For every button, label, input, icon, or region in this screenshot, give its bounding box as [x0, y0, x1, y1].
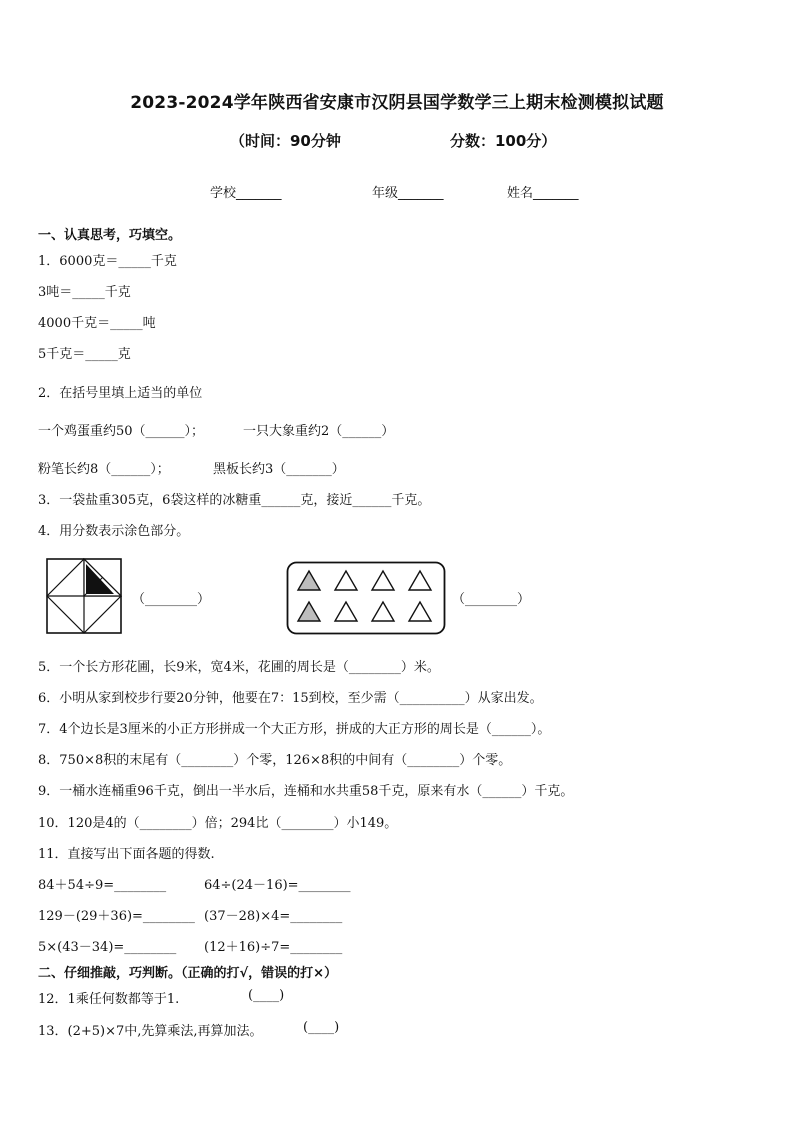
square-figure [46, 558, 122, 634]
q4-answer-blank-1: （________） [132, 592, 211, 607]
q1-line-3: 4000千克＝_____吨 [38, 316, 156, 331]
section-1-heading: 一、认真思考，巧填空。 [38, 228, 182, 243]
q1-line-2: 3吨＝_____千克 [38, 285, 131, 300]
q12-blank: (____) [248, 988, 285, 1003]
grade-field: 年级_______ [372, 186, 444, 201]
calc-item: 5×(43－34)=________ [38, 940, 177, 955]
q2-title: 2．在括号里填上适当的单位 [38, 386, 203, 401]
q4-answer-blank-2: （________） [452, 592, 531, 607]
calc-item: 84＋54÷9=________ [38, 878, 167, 893]
q9: 9．一桶水连桶重96千克，倒出一半水后，连桶和水共重58千克，原来有水（______）千克。 [38, 784, 574, 799]
q13: 13．(2+5)×7中,先算乘法,再算加法。 [38, 1024, 263, 1039]
q12: 12．1乘任何数都等于1. [38, 992, 180, 1007]
q2-blackboard: 黑板长约3（_______） [213, 462, 345, 477]
q2-chalk: 粉笔长约8（______）； [38, 462, 170, 477]
q1-line-4: 5千克＝_____克 [38, 347, 131, 362]
q2-egg: 一个鸡蛋重约50（______）； [38, 424, 205, 439]
q4: 4．用分数表示涂色部分。 [38, 524, 190, 539]
name-field: 姓名_______ [507, 186, 579, 201]
q3: 3．一袋盐重305克，6袋这样的冰糖重______克，接近______千克。 [38, 493, 431, 508]
q7: 7．4个边长是3厘米的小正方形拼成一个大正方形，拼成的大正方形的周长是（______）。 [38, 722, 551, 737]
q2-elephant: 一只大象重约2（______） [243, 424, 395, 439]
q11: 11．直接写出下面各题的得数. [38, 847, 215, 862]
school-field: 学校_______ [210, 186, 282, 201]
exam-time: （时间：90分钟 [230, 132, 341, 150]
section-2-heading: 二、仔细推敲，巧判断。（正确的打√，错误的打×） [38, 966, 338, 981]
calc-item: (37－28)×4=________ [204, 909, 343, 924]
q6: 6．小明从家到校步行要20分钟，他要在7：15到校，至少需（__________）从家出发。 [38, 691, 543, 706]
q1-line-1: 1．6000克＝_____千克 [38, 254, 177, 269]
calc-item: 129－(29＋36)=________ [38, 909, 195, 924]
calc-item: (12＋16)÷7=________ [204, 940, 343, 955]
q5: 5．一个长方形花圃，长9米，宽4米，花圃的周长是（________）米。 [38, 660, 440, 675]
q10: 10．120是4的（________）倍；294比（________）小149。 [38, 816, 398, 831]
page-title: 2023-2024学年陕西省安康市汉阴县国学数学三上期末检测模拟试题 [130, 93, 664, 113]
q13-blank: (____) [303, 1020, 340, 1035]
q8: 8．750×8积的末尾有（________）个零，126×8积的中间有（________）个零。 [38, 753, 512, 768]
exam-score: 分数：100分） [450, 132, 557, 150]
triangles-figure [286, 561, 446, 635]
calc-item: 64÷(24－16)=________ [204, 878, 351, 893]
